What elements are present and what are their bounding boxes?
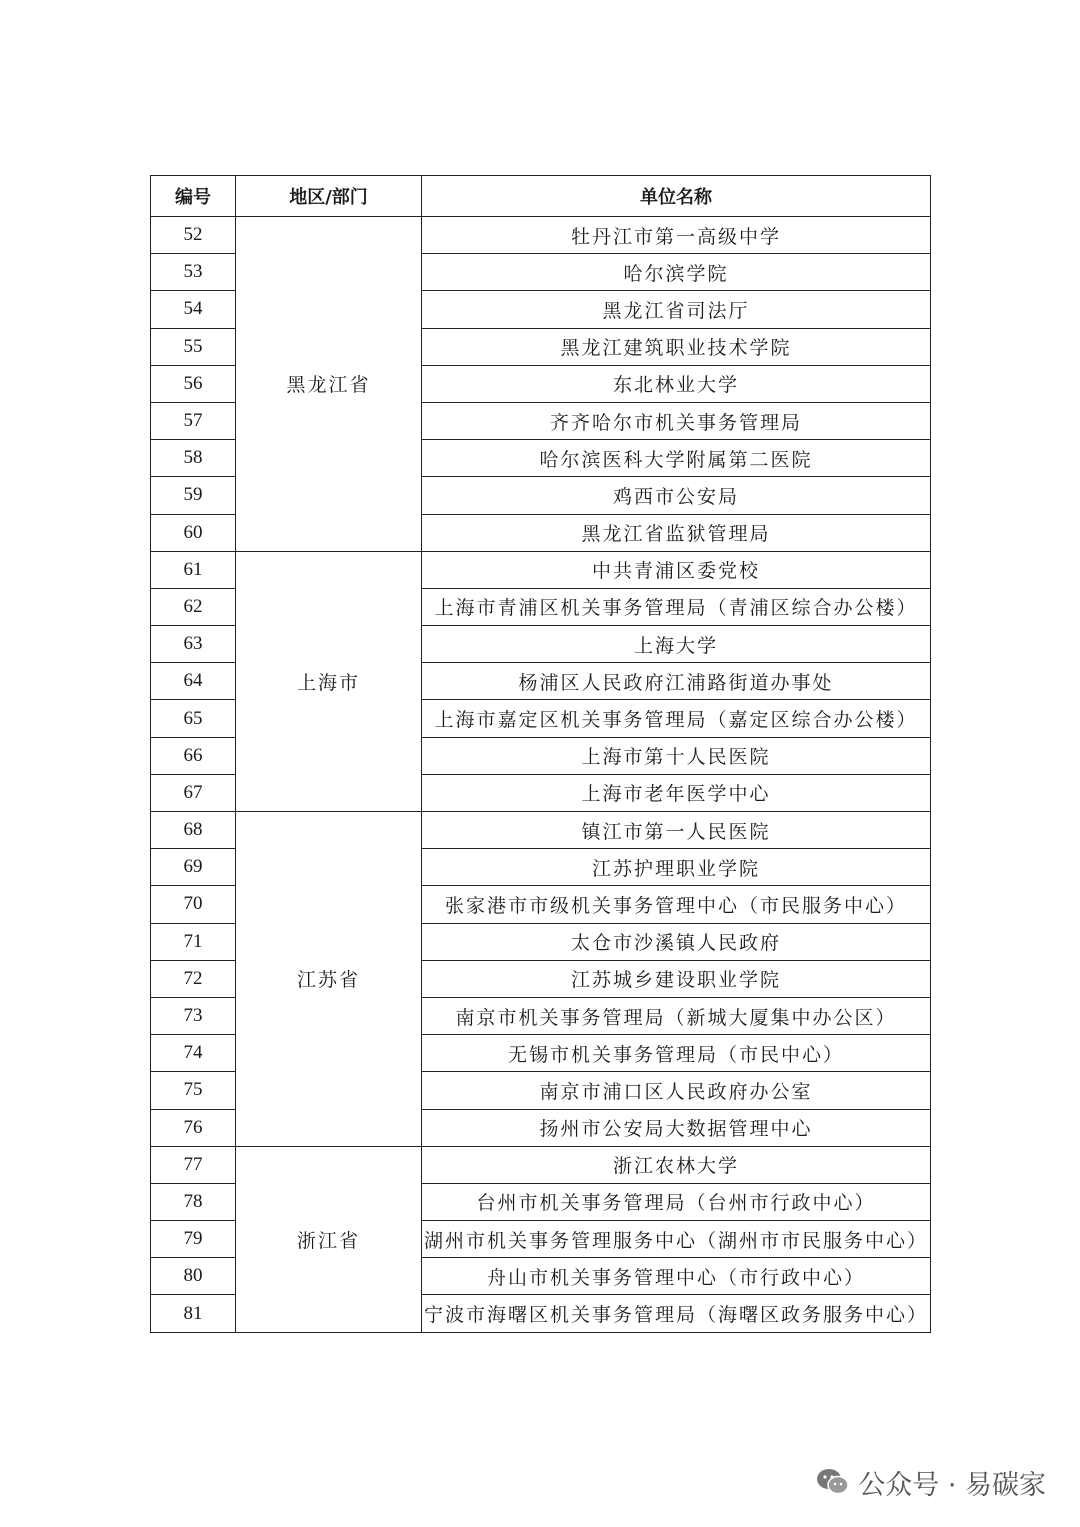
watermark-text: 公众号 · 易碳家 xyxy=(858,1469,1046,1501)
row-number: 60 xyxy=(151,514,236,551)
table-row xyxy=(151,812,931,849)
row-number: 55 xyxy=(151,328,236,365)
watermark xyxy=(816,1462,1046,1502)
institution-table xyxy=(150,175,931,1333)
unit-name: 江苏护理职业学院 xyxy=(422,849,931,886)
unit-name: 哈尔滨医科大学附属第二医院 xyxy=(422,440,931,477)
unit-name: 中共青浦区委党校 xyxy=(422,551,931,588)
row-number: 56 xyxy=(151,365,236,402)
row-number: 53 xyxy=(151,254,236,291)
unit-name: 太仓市沙溪镇人民政府 xyxy=(422,923,931,960)
table-body xyxy=(151,217,931,1333)
table-header-row xyxy=(151,176,931,217)
row-number: 52 xyxy=(151,217,236,254)
unit-name: 台州市机关事务管理局（台州市行政中心） xyxy=(422,1183,931,1220)
row-number: 76 xyxy=(151,1109,236,1146)
unit-name: 上海市嘉定区机关事务管理局（嘉定区综合办公楼） xyxy=(422,700,931,737)
row-number: 70 xyxy=(151,886,236,923)
unit-name: 湖州市机关事务管理服务中心（湖州市市民服务中心） xyxy=(422,1221,931,1258)
unit-name: 鸡西市公安局 xyxy=(422,477,931,514)
unit-name: 齐齐哈尔市机关事务管理局 xyxy=(422,402,931,439)
region-cell: 浙江省 xyxy=(236,1146,422,1332)
row-number: 73 xyxy=(151,997,236,1034)
row-number: 81 xyxy=(151,1295,236,1332)
row-number: 63 xyxy=(151,626,236,663)
row-number: 69 xyxy=(151,849,236,886)
row-number: 71 xyxy=(151,923,236,960)
row-number: 72 xyxy=(151,960,236,997)
row-number: 78 xyxy=(151,1183,236,1220)
header-unit: 单位名称 xyxy=(422,176,931,217)
row-number: 61 xyxy=(151,551,236,588)
unit-name: 哈尔滨学院 xyxy=(422,254,931,291)
unit-name: 上海市老年医学中心 xyxy=(422,774,931,811)
row-number: 75 xyxy=(151,1072,236,1109)
row-number: 65 xyxy=(151,700,236,737)
region-cell: 江苏省 xyxy=(236,812,422,1147)
unit-name: 东北林业大学 xyxy=(422,365,931,402)
table-row xyxy=(151,551,931,588)
unit-name: 上海大学 xyxy=(422,626,931,663)
table-row xyxy=(151,1146,931,1183)
row-number: 80 xyxy=(151,1258,236,1295)
region-cell: 上海市 xyxy=(236,551,422,811)
unit-name: 黑龙江省监狱管理局 xyxy=(422,514,931,551)
table-row xyxy=(151,217,931,254)
row-number: 68 xyxy=(151,812,236,849)
wechat-icon xyxy=(816,1467,850,1497)
unit-name: 浙江农林大学 xyxy=(422,1146,931,1183)
region-cell: 黑龙江省 xyxy=(236,217,422,552)
unit-name: 黑龙江建筑职业技术学院 xyxy=(422,328,931,365)
unit-name: 杨浦区人民政府江浦路街道办事处 xyxy=(422,663,931,700)
header-number: 编号 xyxy=(151,176,236,217)
unit-name: 牡丹江市第一高级中学 xyxy=(422,217,931,254)
row-number: 74 xyxy=(151,1035,236,1072)
unit-name: 镇江市第一人民医院 xyxy=(422,812,931,849)
unit-name: 宁波市海曙区机关事务管理局（海曙区政务服务中心） xyxy=(422,1295,931,1332)
unit-name: 江苏城乡建设职业学院 xyxy=(422,960,931,997)
row-number: 77 xyxy=(151,1146,236,1183)
header-region: 地区/部门 xyxy=(236,176,422,217)
row-number: 79 xyxy=(151,1221,236,1258)
unit-name: 上海市第十人民医院 xyxy=(422,737,931,774)
unit-name: 张家港市市级机关事务管理中心（市民服务中心） xyxy=(422,886,931,923)
row-number: 66 xyxy=(151,737,236,774)
row-number: 58 xyxy=(151,440,236,477)
row-number: 57 xyxy=(151,402,236,439)
unit-name: 上海市青浦区机关事务管理局（青浦区综合办公楼） xyxy=(422,588,931,625)
unit-name: 黑龙江省司法厅 xyxy=(422,291,931,328)
row-number: 64 xyxy=(151,663,236,700)
unit-name: 扬州市公安局大数据管理中心 xyxy=(422,1109,931,1146)
unit-name: 舟山市机关事务管理中心（市行政中心） xyxy=(422,1258,931,1295)
row-number: 67 xyxy=(151,774,236,811)
row-number: 59 xyxy=(151,477,236,514)
unit-name: 南京市机关事务管理局（新城大厦集中办公区） xyxy=(422,997,931,1034)
row-number: 62 xyxy=(151,588,236,625)
row-number: 54 xyxy=(151,291,236,328)
unit-name: 南京市浦口区人民政府办公室 xyxy=(422,1072,931,1109)
unit-name: 无锡市机关事务管理局（市民中心） xyxy=(422,1035,931,1072)
